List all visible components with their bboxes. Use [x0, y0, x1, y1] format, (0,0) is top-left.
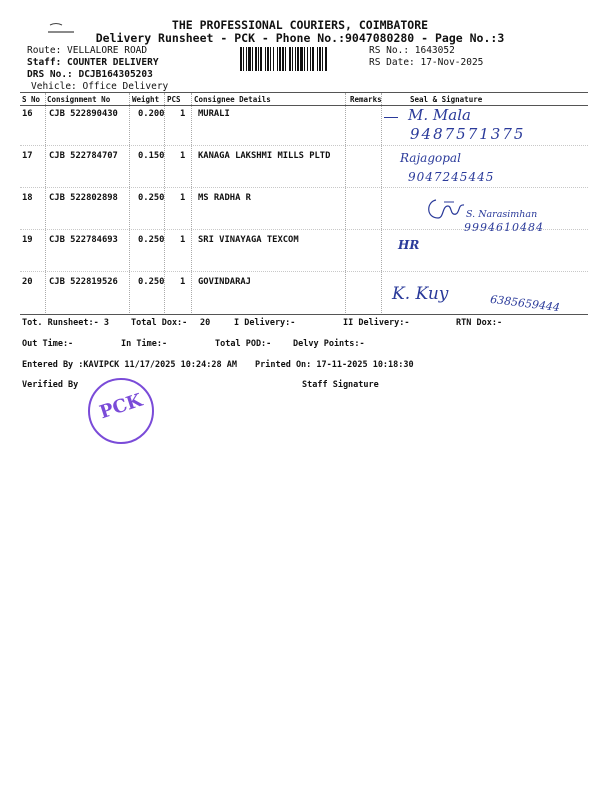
- signature-phone-row-20: 6385659444: [489, 292, 561, 315]
- stamp-text: PCK: [97, 389, 145, 424]
- row-consignee: KANAGA LAKSHMI MILLS PLTD: [198, 151, 331, 161]
- col-seal-header: Seal & Signature: [410, 95, 483, 104]
- row-pcs: 1: [180, 109, 186, 119]
- delvy-points-label: Delvy Points:-: [293, 339, 365, 349]
- rs-date: RS Date: 17-Nov-2025: [369, 57, 484, 68]
- route-label: Route: VELLALORE ROAD: [27, 45, 148, 56]
- row-consignee: SRI VINAYAGA TEXCOM: [198, 235, 299, 245]
- row-consignment-no: CJB 522802898: [49, 193, 118, 203]
- signature-row-20: K. Kuy: [392, 284, 449, 304]
- row-consignment-no: CJB 522784693: [49, 235, 118, 245]
- row-consignee: MS RADHA R: [198, 193, 251, 203]
- row-sno: 19: [22, 235, 33, 245]
- barcode: [240, 47, 365, 71]
- drs-number: DRS No.: DCJB164305203: [27, 69, 153, 80]
- signature-row-18: S. Narasimhan: [466, 209, 538, 220]
- total-dox-value: 20: [200, 318, 211, 328]
- row-sno: 16: [22, 109, 33, 119]
- col-sno-header: S No: [22, 95, 41, 104]
- total-runsheet: Tot. Runsheet:- 3: [22, 318, 109, 328]
- signature-phone-row-18: 9994610484: [464, 221, 544, 234]
- total-dox-label: Total Dox:-: [131, 318, 188, 328]
- total-pod-label: Total POD:-: [215, 339, 272, 349]
- row-consignment-no: CJB 522819526: [49, 277, 118, 287]
- row-sno: 20: [22, 277, 33, 287]
- row-pcs: 1: [180, 151, 186, 161]
- rtn-dox-label: RTN Dox:-: [456, 318, 503, 328]
- ii-delivery-label: II Delivery:-: [343, 318, 410, 328]
- printed-on: Printed On: 17-11-2025 10:18:30: [255, 360, 414, 370]
- col-divider: [345, 93, 346, 315]
- col-consignee-header: Consignee Details: [194, 95, 271, 104]
- table-top-rule: [20, 92, 588, 93]
- row-consignment-no: CJB 522890430: [49, 109, 118, 119]
- col-pcs-header: PCS: [167, 95, 181, 104]
- entered-by: Entered By :KAVIPCK 11/17/2025 10:24:28 AM: [22, 360, 237, 370]
- signature-row-16: M. Mala: [408, 106, 471, 124]
- barcode-bar: [327, 47, 328, 71]
- row-divider: [20, 187, 588, 188]
- i-delivery-label: I Delivery:-: [234, 318, 296, 328]
- signature-row-19: HR: [398, 238, 420, 252]
- row-weight: 0.150: [138, 151, 165, 161]
- signature-row-17: Rajagopal: [400, 151, 461, 165]
- signature-scribble-row-18: [424, 196, 468, 226]
- staff-label: Staff: COUNTER DELIVERY: [27, 57, 159, 68]
- out-time-label: Out Time:-: [22, 339, 74, 349]
- col-consignment-header: Consignment No: [47, 95, 111, 104]
- table-bottom-rule: [20, 314, 588, 315]
- in-time-label: In Time:-: [121, 339, 168, 349]
- rs-number: RS No.: 1643052: [369, 45, 455, 56]
- company-stamp: [88, 378, 154, 444]
- signature-phone-row-16: 9487571375: [410, 125, 526, 143]
- row-consignment-no: CJB 522784707: [49, 151, 118, 161]
- runsheet-subtitle: Delivery Runsheet - PCK - Phone No.:9047080280 - Page No.:3: [95, 31, 505, 45]
- col-divider: [45, 93, 46, 315]
- row-weight: 0.250: [138, 193, 165, 203]
- row-weight: 0.250: [138, 277, 165, 287]
- row-pcs: 1: [180, 235, 186, 245]
- col-weight-header: Weight: [132, 95, 160, 104]
- staff-signature-label: Staff Signature: [302, 380, 379, 390]
- company-name: THE PROFESSIONAL COURIERS, COIMBATORE: [171, 18, 429, 32]
- row-pcs: 1: [180, 193, 186, 203]
- logo-mark: [48, 20, 74, 34]
- row-consignee: MURALI: [198, 109, 230, 119]
- row-sno: 18: [22, 193, 33, 203]
- row-sno: 17: [22, 151, 33, 161]
- row-divider: [20, 145, 588, 146]
- col-remarks-header: Remarks: [350, 95, 382, 104]
- verified-by-label: Verified By: [22, 380, 79, 390]
- row-consignee: GOVINDARAJ: [198, 277, 251, 287]
- row-weight: 0.250: [138, 235, 165, 245]
- row-weight: 0.200: [138, 109, 165, 119]
- col-divider: [129, 93, 130, 315]
- col-divider: [191, 93, 192, 315]
- row-pcs: 1: [180, 277, 186, 287]
- row-divider: [20, 271, 588, 272]
- col-divider: [381, 93, 382, 315]
- table-header-rule: [20, 105, 588, 106]
- vehicle-label: Vehicle: Office Delivery: [31, 81, 169, 92]
- signature-dash: [384, 117, 398, 118]
- signature-phone-row-17: 9047245445: [408, 170, 495, 184]
